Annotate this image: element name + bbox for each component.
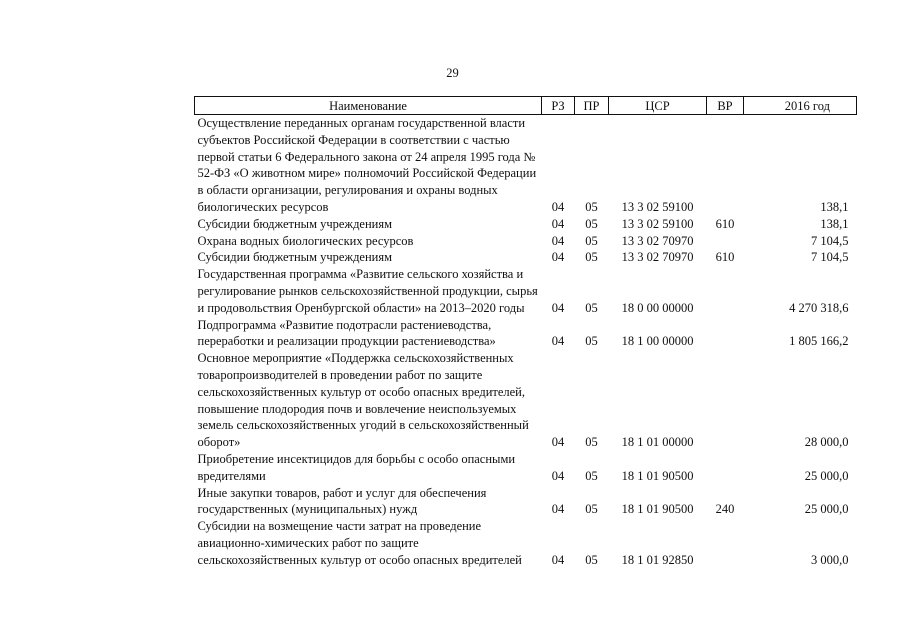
row-name: Государственная программа «Развитие сельского хозяйства и регулирование рынков сельскохозяйственной продукции, сырья и продовольствия Оренбургской области» на 2013–2020 годы: [197, 267, 538, 315]
row-name: Приобретение инсектицидов для борьбы с особо опасными вредителями: [197, 451, 516, 483]
row-vr: [707, 317, 744, 351]
row-csr: 18 1 00 00000: [621, 334, 694, 349]
table-row: [195, 451, 857, 485]
row-vr: 610: [715, 250, 735, 265]
row-year: 7 104,5: [811, 233, 849, 248]
row-pr: 05: [585, 334, 598, 349]
row-year: 138,1: [820, 216, 849, 231]
row-rz: 04: [551, 199, 565, 214]
row-vr: [707, 266, 744, 316]
row-csr: 18 1 01 92850: [621, 552, 694, 567]
row-vr: 610: [715, 216, 735, 231]
header-year: 2016 год: [744, 97, 857, 115]
row-rz: 04: [551, 502, 565, 517]
row-rz: 04: [551, 435, 565, 450]
row-vr: [707, 518, 744, 568]
row-rz: 04: [551, 300, 565, 315]
table-row: [195, 485, 857, 519]
row-pr: 05: [585, 199, 598, 214]
header-pr: ПР: [575, 97, 609, 115]
row-vr: [707, 350, 744, 451]
row-name: Подпрограмма «Развитие подотрасли растениеводства, переработки и реализации продукции растениеводства»: [197, 317, 496, 349]
row-rz: 04: [551, 552, 565, 567]
row-year: 25 000,0: [804, 502, 849, 517]
row-year: 28 000,0: [804, 435, 849, 450]
table-header-row: [195, 97, 857, 115]
row-csr: 18 1 01 90500: [621, 502, 694, 517]
row-year: 25 000,0: [804, 468, 849, 483]
row-vr: [707, 233, 744, 250]
row-vr: [707, 115, 744, 216]
row-pr: 05: [585, 250, 598, 265]
row-csr: 13 3 02 70970: [621, 233, 694, 248]
row-year: 4 270 318,6: [789, 300, 849, 315]
row-vr: [707, 451, 744, 485]
row-rz: 04: [551, 250, 565, 265]
page-number: 29: [446, 66, 459, 80]
table-row: [195, 266, 857, 316]
table-row: [195, 249, 857, 266]
header-name: Наименование: [195, 97, 542, 115]
row-year: 7 104,5: [811, 250, 849, 265]
budget-table: [194, 96, 857, 569]
row-csr: 18 0 00 00000: [621, 300, 694, 315]
row-name: Осуществление переданных органам государственной власти субъектов Российской Федерации в соответствии с частью первой статьи 6 Федерального закона от 24 апреля 1995 года № 52-ФЗ «О животном мире» полномочий Российской Федерации в области организации, регулирования и охраны водных биологических ресурсов: [197, 116, 537, 214]
row-csr: 13 3 02 59100: [621, 216, 694, 231]
row-rz: 04: [551, 233, 565, 248]
row-csr: 18 1 01 00000: [621, 435, 694, 450]
row-year: 3 000,0: [811, 552, 849, 567]
table-row: [195, 233, 857, 250]
table-row: [195, 317, 857, 351]
table-row: [195, 216, 857, 233]
row-name: Субсидии бюджетным учреждениям: [197, 250, 393, 265]
row-pr: 05: [585, 216, 598, 231]
row-vr: 240: [715, 502, 735, 517]
row-pr: 05: [585, 233, 598, 248]
row-pr: 05: [585, 300, 598, 315]
row-year: 138,1: [820, 199, 849, 214]
row-name: Иные закупки товаров, работ и услуг для обеспечения государственных (муниципальных) нужд: [197, 485, 487, 517]
table-row: [195, 518, 857, 568]
row-pr: 05: [585, 435, 598, 450]
row-name: Субсидии бюджетным учреждениям: [197, 216, 393, 231]
row-csr: 13 3 02 59100: [621, 199, 694, 214]
row-rz: 04: [551, 216, 565, 231]
table-row: [195, 115, 857, 216]
row-rz: 04: [551, 468, 565, 483]
row-pr: 05: [585, 552, 598, 567]
table-row: [195, 350, 857, 451]
row-year: 1 805 166,2: [789, 334, 849, 349]
row-rz: 04: [551, 334, 565, 349]
row-name: Охрана водных биологических ресурсов: [197, 233, 414, 248]
row-name: Субсидии на возмещение части затрат на проведение авиационно-химических работ по защите сельскохозяйственных культур от особо опасных вредителей: [197, 519, 522, 567]
header-csr: ЦСР: [609, 97, 707, 115]
row-name: Основное мероприятие «Поддержка сельскохозяйственных товаропроизводителей в проведении работ по защите сельскохозяйственных культур от особо опасных вредителей, повышение плодородия почв и вовлечение неиспользуемых земель сельскохозяйственных угодий в сельскохозяйственный оборот»: [197, 351, 529, 450]
row-csr: 13 3 02 70970: [621, 250, 694, 265]
header-rz: РЗ: [542, 97, 575, 115]
row-pr: 05: [585, 468, 598, 483]
row-pr: 05: [585, 502, 598, 517]
header-vr: ВР: [707, 97, 744, 115]
row-csr: 18 1 01 90500: [621, 468, 694, 483]
